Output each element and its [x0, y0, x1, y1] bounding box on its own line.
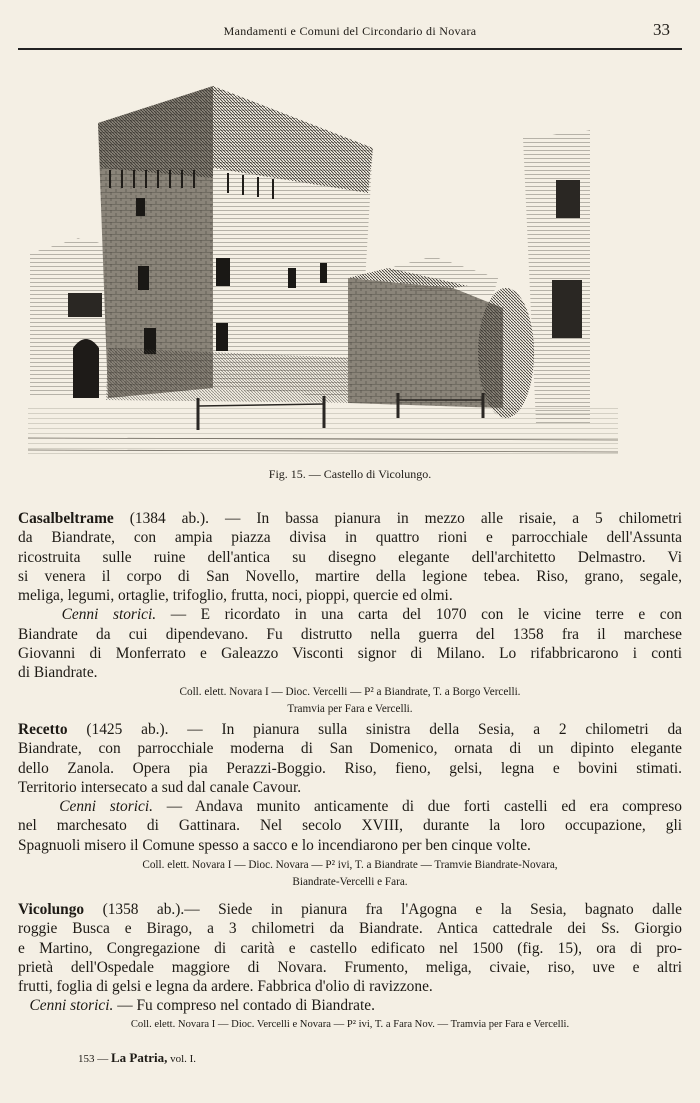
entry-admin: [18, 684, 682, 718]
entry-line: Vicolungo (1358 ab.).— Siede in pianura fra l'Agogna e la Sesia, bagnato dalle: [18, 901, 682, 918]
entry-name: Recetto: [18, 721, 68, 738]
history-line: nel marchesato di Gattinara. Nel secolo XVIII, durante la loro occupazione, gli: [18, 817, 682, 835]
entry-line: roggie Busca e Birago, a 3 chilometri da Biandrate. Antica cattedrale dei Ss. Giorgio: [18, 920, 682, 938]
entry-line: prietà dell'Ospedale maggiore di Novara. Frumento, meliga, civaie, riso, uve e altri: [18, 958, 682, 976]
entry-line: meliga, legumi, ortaglie, trifoglio, frutta, noci, pioppi, quercie ed olmi.: [18, 587, 453, 605]
footer-volume: vol. I.: [170, 1053, 197, 1065]
entry-casalbeltrame: [18, 509, 682, 683]
entry-population: (1384 ab.).: [129, 510, 210, 527]
entry-line: Biandrate, con parrocchiale moderna di San Domenico, ornata di un dipinto elegante: [18, 740, 682, 758]
history-line: Biandrate da cui dipendevano. Fu distrutto nella guerra del 1358 fra il marchese: [18, 625, 682, 643]
entry-admin: [18, 1016, 682, 1033]
admin-line: Biandrate-Vercelli e Fara.: [292, 876, 408, 888]
history-label: Cenni storici.: [59, 798, 153, 816]
admin-line: Coll. elett. Novara I — Dioc. Vercelli — P² a Biandrate, T. a Borgo Vercelli.: [179, 686, 521, 698]
footer-signature: 153 —: [78, 1053, 109, 1065]
running-title: Mandamenti e Comuni del Circondario di Novara: [223, 24, 477, 38]
history-line: Cenni storici. — Fu compreso nel contado di Biandrate.: [29, 997, 375, 1015]
admin-line: Coll. elett. Novara I — Dioc. Vercelli e Novara — P² ivi, T. a Fara Nov. — Tramvia per Fara e Vercelli.: [130, 1019, 570, 1030]
history-label: Cenni storici.: [29, 997, 114, 1015]
entry-line: Recetto (1425 ab.). — In pianura sulla sinistra della Sesia, a 2 chilometri da: [18, 721, 682, 738]
entry-line: dello Zanola. Opera pia Perazzi-Boggio. Riso, fieno, gelsi, legna e bovini stimati.: [18, 759, 682, 777]
entry-line: Casalbeltrame (1384 ab.). — In bassa pianura in mezzo alle risaie, a 5 chilometri: [18, 510, 682, 527]
history-line: Cenni storici. — Andava munito anticamente di due forti castelli ed era compreso: [59, 798, 682, 816]
entry-name: Casalbeltrame: [18, 510, 114, 527]
header-rule: [18, 48, 682, 50]
castle-engraving: [28, 78, 618, 454]
admin-line: Coll. elett. Novara I — Dioc. Novara — P² ivi, T. a Biandrate — Tramvie Biandrate-Novara,: [142, 859, 558, 871]
entry-line: frutti, foglia di gelsi e legna da ardere. Fabbrica d'olio di ravizzone.: [18, 978, 433, 996]
page-number: 33: [653, 20, 670, 39]
footer-brand: La Patria,: [111, 1050, 168, 1065]
entry-recetto: [18, 720, 682, 855]
page-footer: [78, 1050, 196, 1066]
entry-line: Territorio intersecato a sud dal canale Cavour.: [18, 778, 302, 796]
entry-admin: [18, 857, 682, 891]
figure-caption: Fig. 15. — Castello di Vicolungo.: [268, 467, 432, 481]
entry-line: da Biandrate, con ampia piazza divisa in quattro rioni e parrocchiale dell'Assunta: [18, 529, 682, 547]
entry-name: Vicolungo: [18, 901, 85, 918]
history-line: di Biandrate.: [18, 664, 98, 682]
entry-line: e Martino, Congregazione di carità e castello edificato nel 1500 (fig. 15), ora di pro-: [18, 939, 682, 957]
entry-line: si venera il corpo di San Novello, martire della legione tebea. Riso, grano, segale,: [18, 567, 682, 585]
entry-line: ricostruita sulle ruine dell'antica su disegno elegante dell'architetto Delmastro. Vi: [18, 548, 682, 566]
running-header: [18, 18, 682, 44]
history-line: Giovanni di Monferrato e Galeazzo Visconti signor di Milano. Lo rifabbricarono i conti: [18, 645, 682, 663]
history-label: Cenni storici.: [61, 606, 157, 624]
entry-population: (1425 ab.).: [86, 721, 169, 738]
entry-vicolungo: [18, 900, 682, 1016]
admin-line: Tramvia per Fara e Vercelli.: [287, 703, 413, 715]
history-line: Cenni storici. — E ricordato in una carta del 1070 con le vicine terre e con: [61, 606, 682, 624]
history-line: Spagnuoli misero il Comune spesso a sacco e lo incendiarono per ben cinque volte.: [18, 836, 531, 854]
entry-population: (1358 ab.).: [102, 901, 185, 918]
